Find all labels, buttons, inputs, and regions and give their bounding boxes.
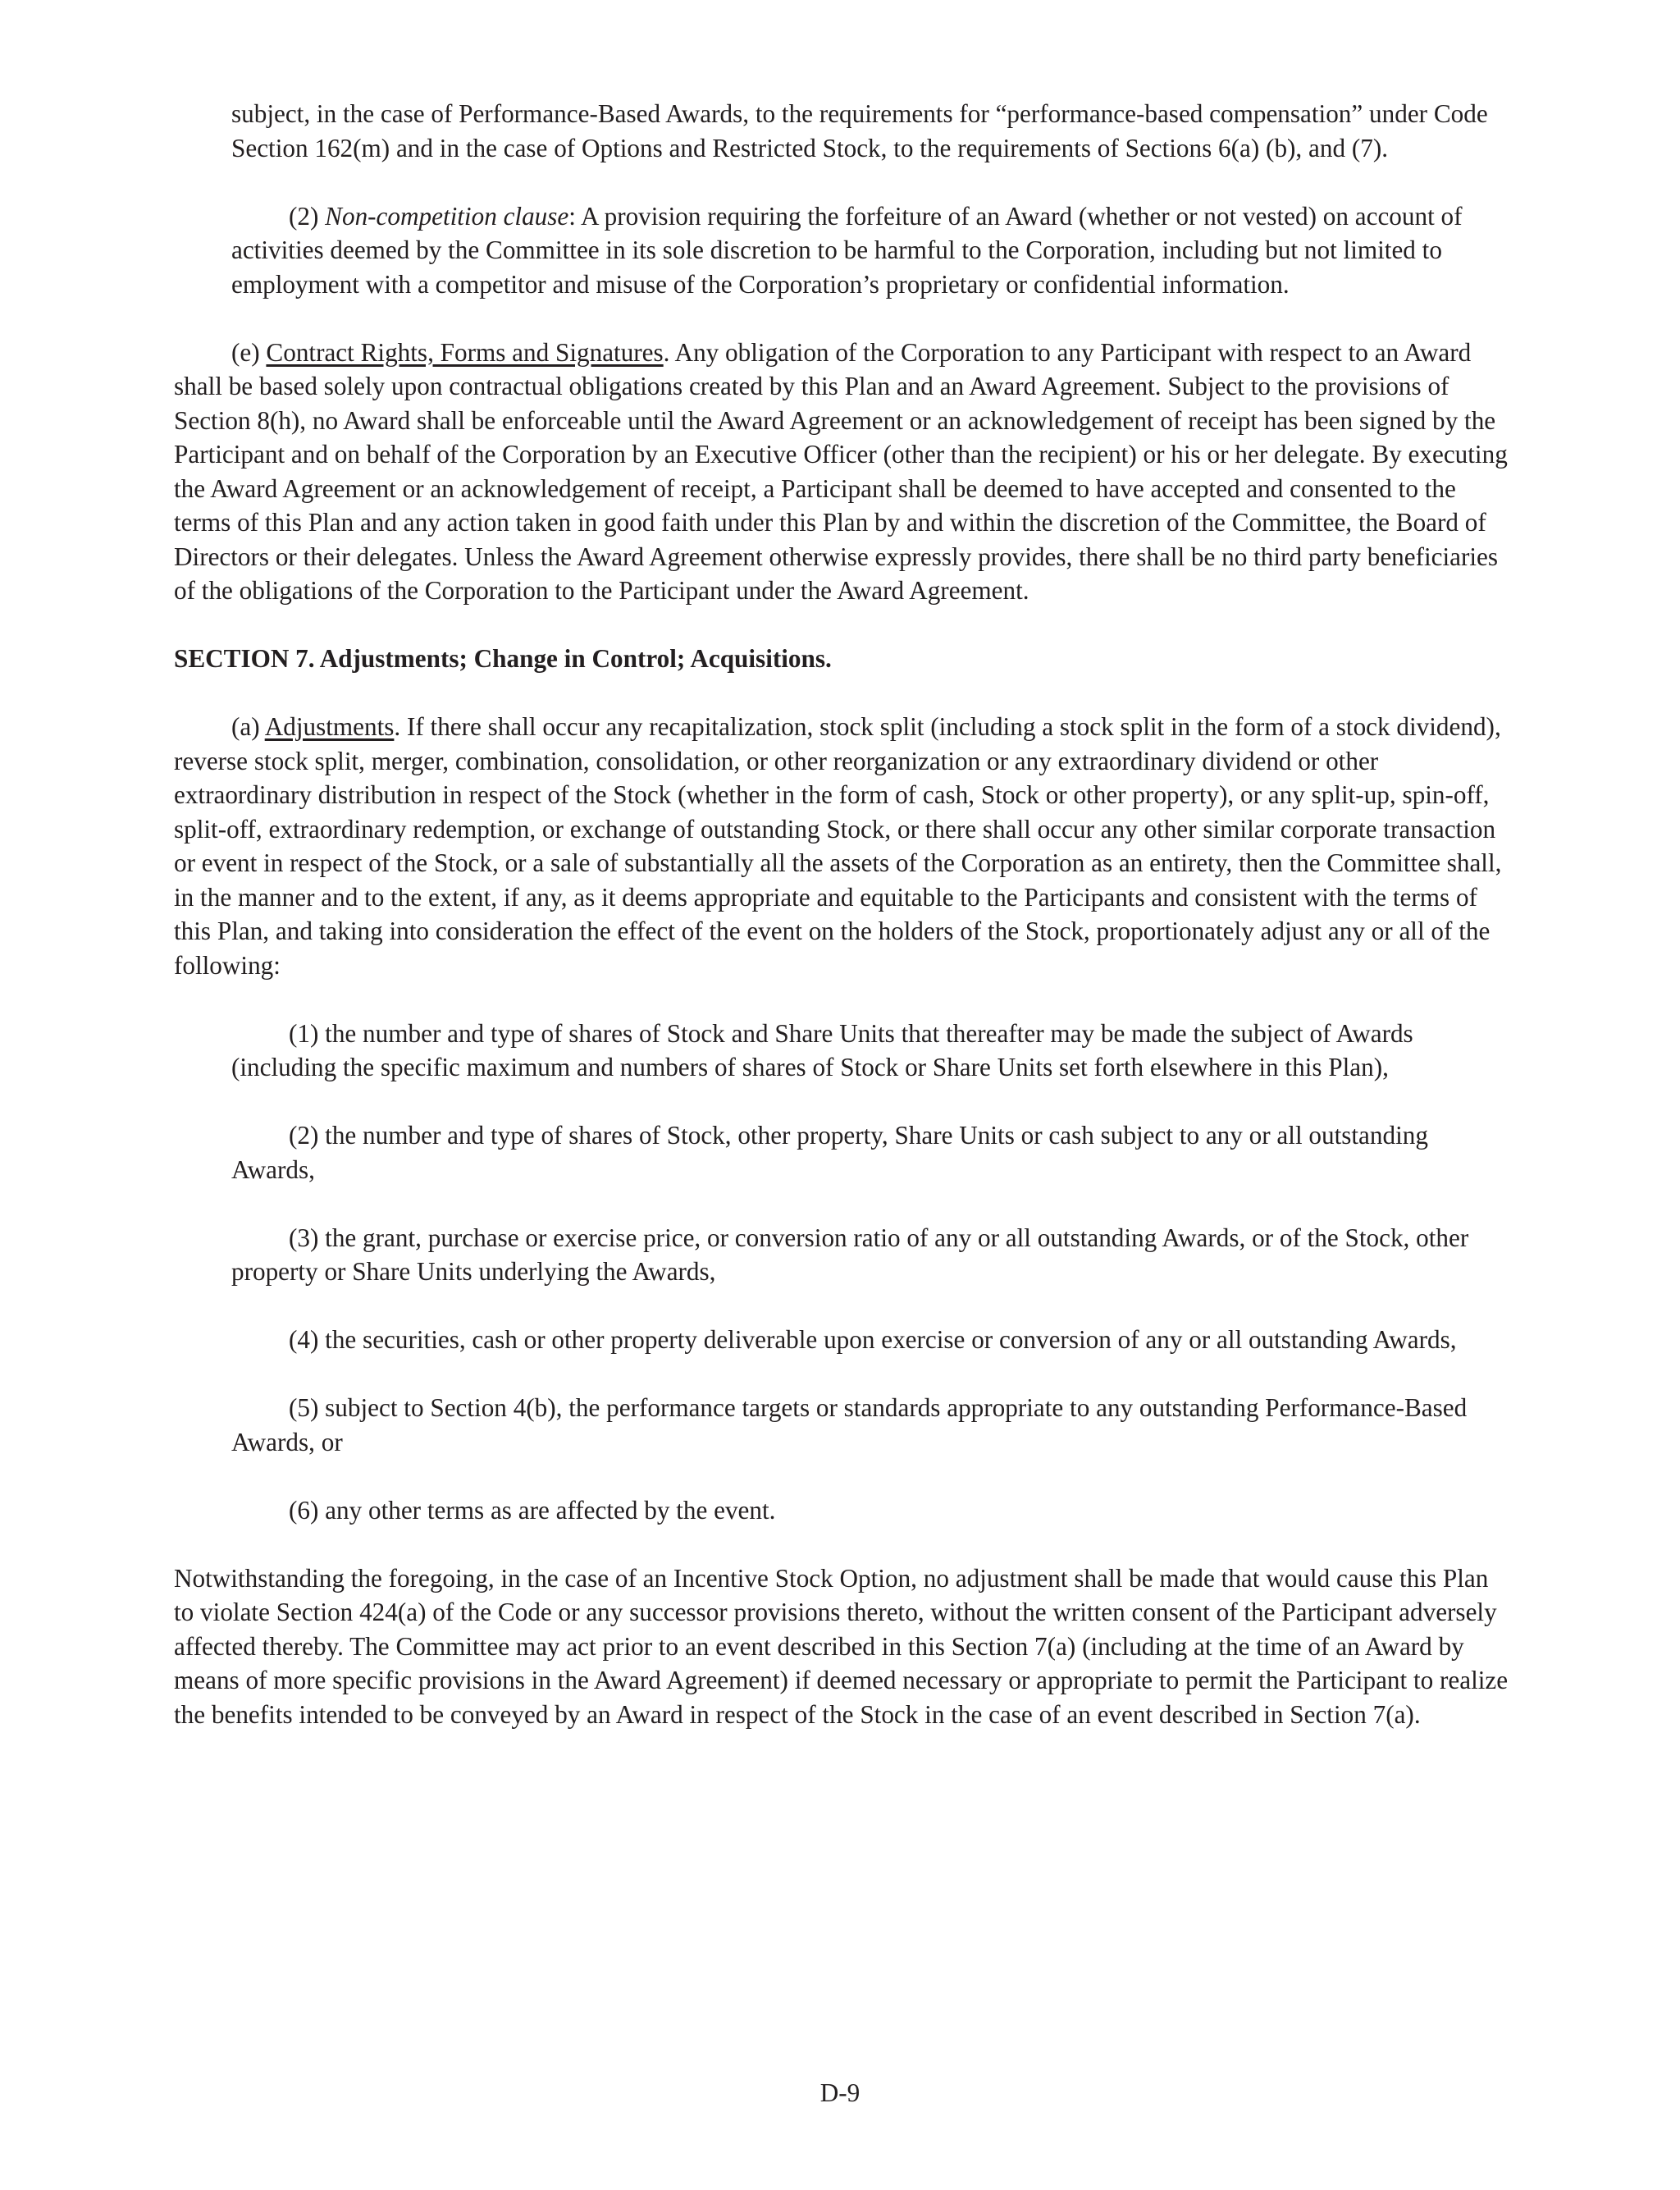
continued-paragraph: subject, in the case of Performance-Based Awards, to the requirements for “performance-based compensation” under Code Section 162(m) and in the case of Options and Restricted Stock, to the requirements of Sections 6(a) (b), and (7). bbox=[231, 99, 1488, 162]
paragraph-body: . If there shall occur any recapitalization, stock split (including a stock split in the form of a stock dividend), reverse stock split, merger, combination, consolidation, or other reorganization or any extraordinary dividend or other extraordinary distribution in respect of the Stock (whether in the form of cash, Stock or other property), or any split-up, spin-off, split-off, extraordinary redemption, or exchange of outstanding Stock, or there shall occur any other similar corporate transaction or event in respect of the Stock, or a sale of substantially all the assets of the Corporation as an entirety, then the Committee shall, in the manner and to the extent, if any, as it deems appropriate and equitable to the Participants and consistent with the terms of this Plan, and taking into consideration the effect of the event on the holders of the Stock, proportionately adjust any or all of the following: bbox=[174, 712, 1502, 980]
page-number: D-9 bbox=[819, 2078, 861, 2107]
non-competition-clause-paragraph bbox=[231, 199, 1511, 302]
document-page bbox=[174, 97, 1511, 1766]
contract-rights-paragraph bbox=[174, 336, 1511, 608]
item-number: (a) bbox=[231, 712, 265, 741]
adjustments-paragraph bbox=[174, 710, 1511, 982]
list-item: (6) any other terms as are affected by the event. bbox=[289, 1495, 776, 1525]
list-item: (4) the securities, cash or other property deliverable upon exercise or conversion of any or all outstanding Awards, bbox=[289, 1325, 1457, 1354]
item-number: (2) bbox=[289, 201, 326, 231]
defined-term: Non-competition clause bbox=[325, 201, 569, 231]
paragraph-body: . Any obligation of the Corporation to any Participant with respect to an Award shall be based solely upon contractual obligations created by this Plan and an Award Agreement. Subject to the provisions of Section 8(h), no Award shall be enforceable until the Award Agreement or an acknowledgement of receipt has been signed by the Participant and on behalf of the Corporation by an Executive Officer (other than the recipient) or his or her delegate. By executing the Award Agreement or an acknowledgement of receipt, a Participant shall be deemed to have accepted and consented to the terms of this Plan and any action taken in good faith under this Plan by and within the discretion of the Committee, the Board of Directors or their delegates. Unless the Award Agreement otherwise expressly provides, there shall be no third party beneficiaries of the obligations of the Corporation to the Participant under the Award Agreement. bbox=[174, 337, 1508, 605]
list-item: (5) subject to Section 4(b), the performance targets or standards appropriate to any outstanding Performance-Based Awards, or bbox=[231, 1393, 1468, 1456]
list-item: (3) the grant, purchase or exercise price, or conversion ratio of any or all outstanding Awards, or of the Stock, other property or Share Units underlying the Awards, bbox=[231, 1223, 1469, 1286]
paragraph-title: Adjustments bbox=[264, 712, 395, 741]
section-heading: SECTION 7. Adjustments; Change in Control; Acquisitions. bbox=[174, 644, 832, 673]
list-item: (2) the number and type of shares of Stock, other property, Share Units or cash subject to any or all outstanding Awards, bbox=[231, 1121, 1428, 1184]
paragraph-title: Contract Rights, Forms and Signatures bbox=[266, 337, 664, 367]
notwithstanding-paragraph: Notwithstanding the foregoing, in the case of an Incentive Stock Option, no adjustment shall be made that would cause this Plan to violate Section 424(a) of the Code or any successor provisions thereto, without the written consent of the Participant adversely affected thereby. The Committee may act prior to an event described in this Section 7(a) (including at the time of an Award by means of more specific provisions in the Award Agreement) if deemed necessary or appropriate to permit the Participant to realize the benefits intended to be conveyed by an Award in respect of the Stock in the case of an event described in Section 7(a). bbox=[174, 1563, 1509, 1729]
paragraph-body: : A provision requiring the forfeiture of an Award (whether or not vested) on account of activities deemed by the Committee in its sole discretion to be harmful to the Corporation, including but not limited to employment with a competitor and misuse of the Corporation’s proprietary or confidential information. bbox=[231, 201, 1463, 299]
list-item: (1) the number and type of shares of Stock and Share Units that thereafter may be made the subject of Awards (including the specific maximum and numbers of shares of Stock or Share Units set forth elsewhere in this Plan), bbox=[231, 1018, 1413, 1081]
item-number: (e) bbox=[231, 337, 267, 367]
